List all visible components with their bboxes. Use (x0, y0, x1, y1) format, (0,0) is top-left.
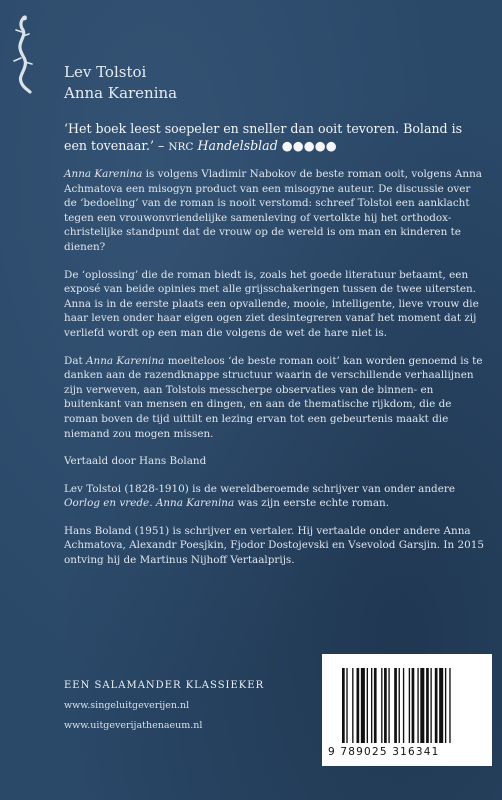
p1-title: Anna Karenina (64, 168, 143, 180)
paragraph-2: De ‘oplossing’ die de roman biedt is, zoals het goede literatuur betaamt, een exposé van beide opinies met alle grijsschakeringen tussen de twee uitersten. Anna is in de eerste plaats een opvallende, mooie, intelligente, lieve vrouw die haar leven onder haar eigen ogen ziet desintegreren vanaf het moment dat zij verliefd wordt op een man die volgens de wet de hare niet is. (64, 268, 479, 339)
paragraph-3 (64, 354, 484, 442)
quote-source-prefix: NRC (168, 141, 194, 153)
p5-rest: (1828-1910) is de wereldberoemde schrijver van onder andere (121, 482, 455, 495)
paragraph-translator-bio: Hans Boland (1951) is schrijver en vertaler. Hij vertaalde onder andere Anna Achmatova, Alexandr Poesjkin, Fjodor Dostojevski en Vsevolod Garsjin. In 2015 ontving hij de Martinus Nijhoff Vertaalprijs. (64, 524, 484, 567)
quote-source-name: Handelsblad (197, 138, 278, 153)
p3-a: Dat (64, 354, 87, 367)
blurb-body (64, 167, 484, 581)
p5-sep: . (149, 497, 156, 510)
barcode (322, 654, 492, 766)
publisher-link-2[interactable]: www.uitgeverijathenaeum.nl (64, 720, 203, 731)
p3-rest: moeiteloos ‘de beste roman ooit’ kan worden genoemd is te danken aan de razendknappe structuur waarin de verschillende verhaallijnen zijn verweven, aan Tolstois messcherpe observaties van de binnen- en buitenkant van mensen en dingen, en aan de thematische rijkdom, die de roman boven de tijd uittilt en lezing ervan tot een gebeurtenis maakt die niemand zou mogen missen. (64, 354, 483, 440)
salamander-logo-icon (10, 14, 36, 94)
review-quote (64, 120, 484, 156)
p3-title: Anna Karenina (86, 354, 165, 367)
paragraph-author-bio (64, 482, 484, 511)
publisher-link-1[interactable]: www.singeluitgeverijen.nl (64, 700, 190, 711)
p5-name: Lev Tolstoi (64, 482, 122, 495)
quote-dash: – (154, 138, 169, 153)
p1-rest: is volgens Vladimir Nabokov de beste roman ooit, volgens Anna Achmatova een misogyn product van een misogyne auteur. De discussie over de ‘bedoeling’ van de roman is nooit verstomd: schreef Tolstoi een aanklacht tegen een vrouwonvriendelijke samenleving of vertolkte hij het orthodox-christelijke standpunt dat de vrouw op de wereld is om man en kinderen te dienen? (64, 168, 482, 253)
quote-text: ‘Het boek leest soepeler en sneller dan ooit tevoren. Boland is een tovenaar.’ (64, 121, 463, 153)
paragraph-1 (64, 167, 484, 255)
p5-work: Oorlog en vrede (64, 497, 150, 510)
barcode-bars-icon (342, 668, 482, 743)
author-title-block (64, 62, 177, 104)
quote-rating: ●●●●● (281, 138, 337, 153)
p5-title: Anna Karenina (155, 497, 235, 510)
isbn-number: 9 789025 316341 (328, 746, 440, 758)
author-name: Lev Tolstoi (64, 63, 147, 81)
series-name: EEN SALAMANDER KLASSIEKER (64, 680, 265, 691)
translator-credit: Vertaald door Hans Boland (64, 455, 207, 468)
book-title: Anna Karenina (64, 84, 178, 102)
p5-end: was zijn eerste echte roman. (234, 497, 390, 510)
